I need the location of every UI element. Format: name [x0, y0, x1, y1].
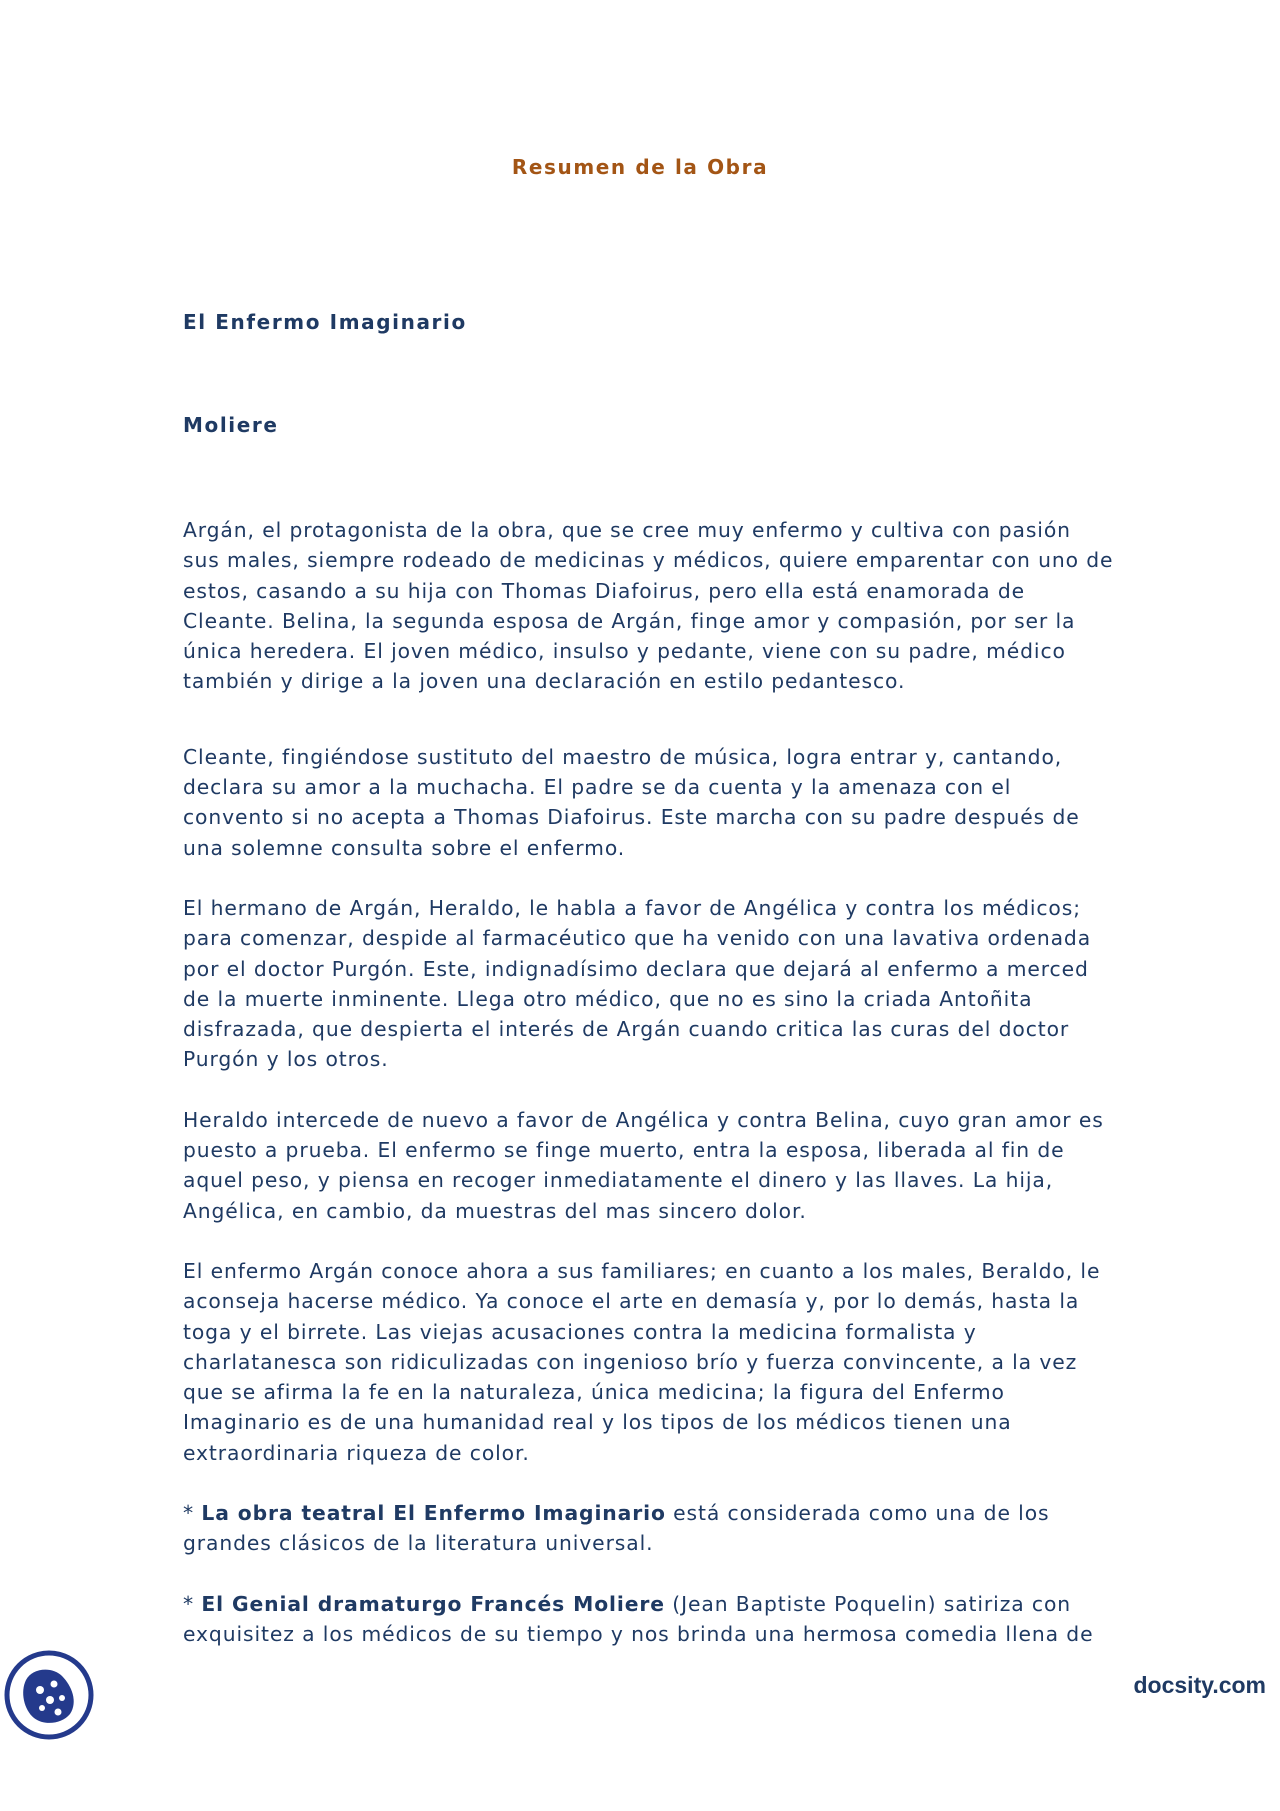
paragraph-3 — [183, 893, 1123, 1075]
paragraph-line: Imaginario es de una humanidad real y los tipos de los médicos tienen una — [183, 1410, 1012, 1435]
paragraph-line: El enfermo Argán conoce ahora a sus familiares; en cuanto a los males, Beraldo, le — [183, 1258, 1101, 1283]
paragraph-line: de la muerte inminente. Llega otro médico, que no es sino la criada Antoñita — [183, 986, 1033, 1011]
paragraph-line: El hermano de Argán, Heraldo, le habla a favor de Angélica y contra los médicos; — [183, 895, 1081, 920]
docsity-logo-icon[interactable] — [4, 1650, 94, 1740]
paragraph-line: extraordinaria riqueza de color. — [183, 1440, 530, 1465]
paragraph-4 — [183, 1105, 1123, 1226]
note-line — [183, 1589, 1123, 1619]
paragraph-line: una solemne consulta sobre el enfermo. — [183, 835, 626, 860]
note-line: exquisitez a los médicos de su tiempo y nos brinda una hermosa comedia llena de — [183, 1621, 1094, 1646]
note-text: (Jean Baptiste Poquelin) satiriza con — [664, 1591, 1072, 1616]
paragraph-line: puesto a prueba. El enfermo se finge muerto, entra la esposa, liberada al fin de — [183, 1138, 1065, 1163]
paragraph-line: aconseja hacerse médico. Ya conoce el arte en demasía y, por lo demás, hasta la — [183, 1289, 1080, 1314]
note-prefix: * — [183, 1591, 202, 1616]
paragraph-line: charlatanesca son ridiculizadas con ingenioso brío y fuerza convincente, a la vez — [183, 1349, 1078, 1374]
summary-body — [183, 515, 1123, 1649]
paragraph-line: Angélica, en cambio, da muestras del mas sincero dolor. — [183, 1198, 807, 1223]
paragraph-line: estos, casando a su hija con Thomas Diafoirus, pero ella está enamorada de — [183, 578, 1025, 603]
docsity-brand[interactable]: docsity.com — [1133, 1672, 1266, 1698]
paragraph-1 — [183, 515, 1123, 697]
note-bold-text: La obra teatral El Enfermo Imaginario — [201, 1501, 666, 1526]
paragraph-line: por el doctor Purgón. Este, indignadísimo declara que dejará al enfermo a merced — [183, 956, 1089, 981]
note-prefix: * — [183, 1501, 202, 1526]
note-text: está considerada como una de los — [665, 1501, 1050, 1526]
author-name: Moliere — [183, 413, 279, 437]
paragraph-line: Purgón y los otros. — [183, 1047, 389, 1072]
paragraph-line: Argán, el protagonista de la obra, que se cree muy enfermo y cultiva con pasión — [183, 518, 1071, 542]
paragraph-line: para comenzar, despide al farmacéutico que ha venido con una lavativa ordenada — [183, 926, 1092, 951]
paragraph-line: disfrazada, que despierta el interés de Argán cuando critica las curas del doctor — [183, 1017, 1070, 1042]
paragraph-line: que se afirma la fe en la naturaleza, única medicina; la figura del Enfermo — [183, 1380, 1005, 1405]
paragraph-line: Cleante, fingiéndose sustituto del maestro de música, logra entrar y, cantando, — [183, 744, 1063, 769]
work-title: El Enfermo Imaginario — [183, 310, 467, 334]
paragraph-line: aquel peso, y piensa en recoger inmediatamente el dinero y las llaves. La hija, — [183, 1168, 1054, 1193]
paragraph-line: Heraldo intercede de nuevo a favor de Angélica y contra Belina, cuyo gran amor es — [183, 1107, 1104, 1132]
note-1 — [183, 1498, 1123, 1559]
note-line — [183, 1498, 1123, 1528]
paragraph-line: toga y el birrete. Las viejas acusaciones contra la medicina formalista y — [183, 1319, 977, 1344]
paragraph-line: declara su amor a la muchacha. El padre se da cuenta y la amenaza con el — [183, 775, 1012, 800]
document-title: Resumen de la Obra — [511, 155, 769, 179]
note-bold-text: El Genial dramaturgo Francés Moliere — [201, 1591, 665, 1616]
paragraph-line: sus males, siempre rodeado de medicinas y médicos, quiere emparentar con uno de — [183, 548, 1114, 573]
note-2 — [183, 1589, 1123, 1650]
paragraph-line: convento si no acepta a Thomas Diafoirus. Este marcha con su padre después de — [183, 805, 1080, 830]
paragraph-line: Cleante. Belina, la segunda esposa de Argán, finge amor y compasión, por ser la — [183, 608, 1076, 633]
note-line: grandes clásicos de la literatura universal. — [183, 1531, 654, 1556]
paragraph-line: también y dirige a la joven una declaración en estilo pedantesco. — [183, 669, 906, 694]
paragraph-line: única heredera. El joven médico, insulso y pedante, viene con su padre, médico — [183, 639, 1066, 664]
paragraph-5 — [183, 1256, 1123, 1468]
paragraph-2 — [183, 742, 1123, 863]
